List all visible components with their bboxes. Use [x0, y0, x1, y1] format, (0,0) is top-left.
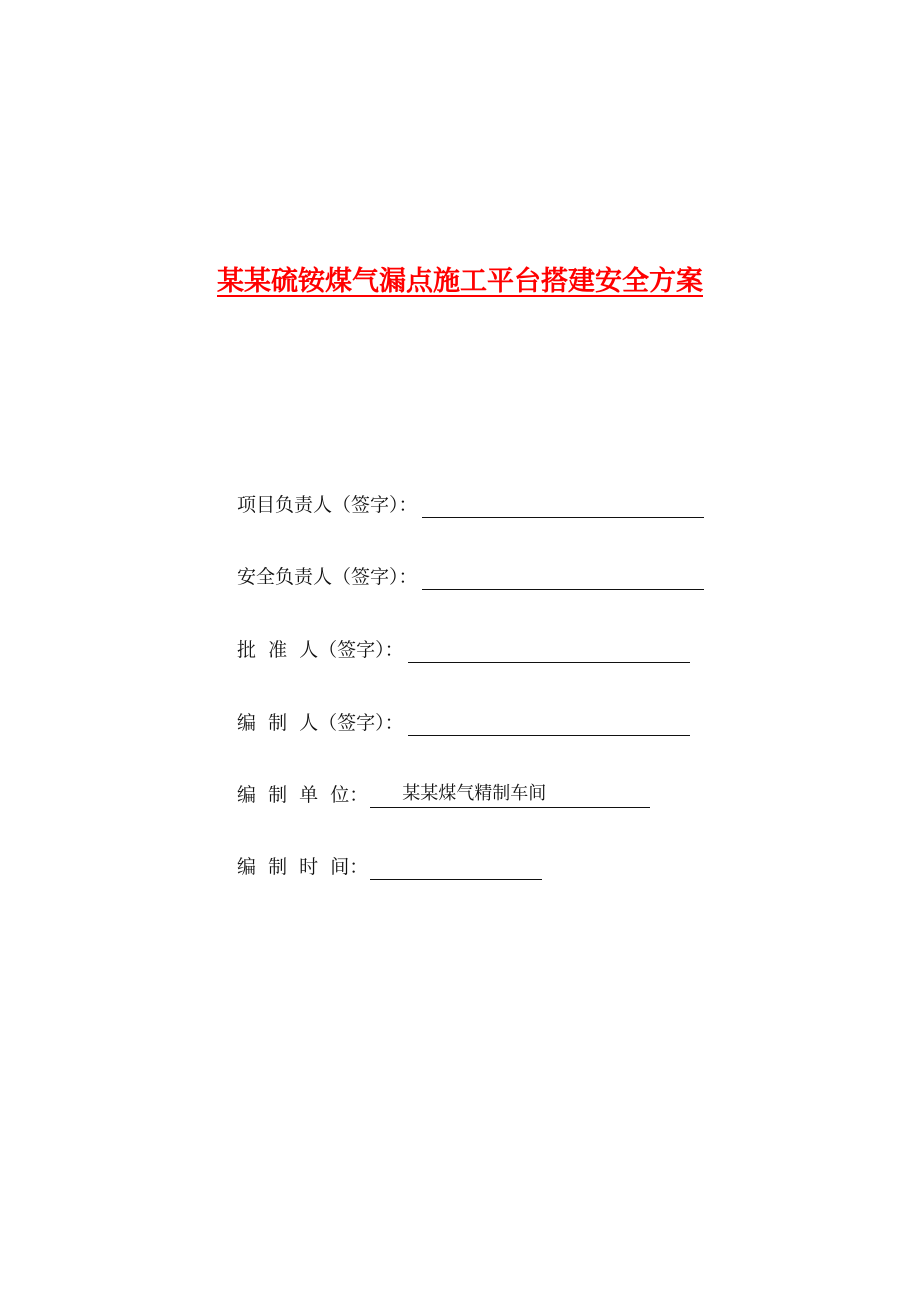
compiling-time-label: 编 制 时 间： — [237, 856, 369, 878]
project-manager-signature-row — [237, 484, 704, 518]
compiling-time-row — [237, 846, 542, 880]
approver-signature-line — [408, 638, 690, 663]
safety-manager-signature-row — [237, 556, 704, 590]
safety-manager-label: 安全负责人（签字）： — [237, 566, 418, 588]
document-title-text: 某某硫铵煤气漏点施工平台搭建安全方案 — [217, 266, 703, 297]
project-manager-signature-line — [422, 493, 704, 518]
author-signature-line — [408, 711, 690, 736]
compiling-unit-label: 编 制 单 位： — [237, 784, 369, 806]
project-manager-label: 项目负责人（签字）： — [237, 494, 418, 516]
author-label: 编 制 人（签字）： — [237, 712, 404, 734]
compiling-unit-value: 某某煤气精制车间 — [370, 783, 650, 808]
compiling-unit-row — [237, 774, 650, 808]
approver-signature-row — [237, 629, 690, 663]
author-signature-row — [237, 702, 690, 736]
approver-label: 批 准 人（签字）： — [237, 639, 404, 661]
compiling-time-line — [370, 855, 542, 880]
safety-manager-signature-line — [422, 565, 704, 590]
document-title — [0, 262, 920, 302]
